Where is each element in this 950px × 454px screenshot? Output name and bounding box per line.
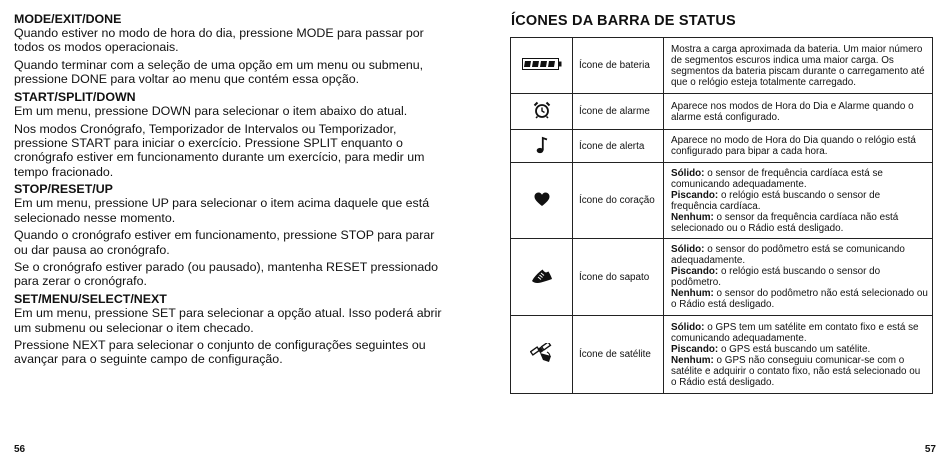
table-row (511, 316, 933, 394)
page-number-left: 56 (14, 444, 26, 454)
table-row (511, 94, 933, 130)
page-number-right: 57 (924, 444, 936, 454)
paragraph: Quando estiver no modo de hora do dia, pressione MODE para passar por todos os modos operacionais. (14, 26, 424, 55)
icon-description: Mostra a carga aproximada da bateria. Um maior número de segmentos escuros indica uma maior carga. Os segmentos da bateria piscam durante o carregamento até que o relógio esteja totalmente carregado. (664, 38, 933, 94)
paragraph: Em um menu, pressione SET para selecionar a opção atual. Isso poderá abrir um submenu ou selecionar o item checado. (14, 306, 442, 335)
icon-name: Ícone do coração (573, 163, 664, 239)
icon-cell (511, 163, 573, 239)
icon-name: Ícone de bateria (573, 38, 664, 94)
solid-text: o sensor do podômetro está se comunicando adequadamente. (671, 244, 905, 266)
paragraph: Em um menu, pressione DOWN para selecionar o item abaixo do atual. (14, 104, 408, 119)
shoe-icon (531, 268, 553, 287)
page-title: ÍCONES DA BARRA DE STATUS (511, 13, 736, 29)
section-mode-exit-done (14, 12, 444, 87)
icon-description (664, 239, 933, 316)
table-row (511, 130, 933, 163)
none-text: o GPS não conseguiu comunicar-se com o satélite e adquirir o contato fixo, não está selecionado ou o Rádio está desligado. (671, 354, 921, 388)
section-heading: START/SPLIT/DOWN (14, 90, 136, 105)
icon-name: Ícone de alarme (573, 94, 664, 130)
blink-text: o relógio está buscando o sensor do podômetro. (671, 266, 881, 288)
alarm-icon (533, 101, 551, 122)
section-start-split-down (14, 90, 444, 179)
icon-description: Aparece nos modos de Hora do Dia e Alarme quando o alarme está configurado. (664, 94, 933, 130)
icon-cell (511, 94, 573, 130)
solid-label: Sólido: (671, 244, 705, 255)
none-label: Nenhum: (671, 211, 714, 223)
section-heading: SET/MENU/SELECT/NEXT (14, 292, 167, 307)
icon-name: Ícone do sapato (573, 239, 664, 316)
blink-label: Piscando: (671, 189, 719, 201)
none-text: o sensor do podômetro não está selecionado ou o Rádio está desligado. (671, 288, 928, 310)
icon-name: Ícone de alerta (573, 130, 664, 163)
blink-text: o GPS está buscando um satélite. (718, 343, 871, 355)
battery-icon (522, 58, 562, 73)
heart-icon (534, 192, 550, 210)
paragraph: Nos modos Cronógrafo, Temporizador de Intervalos ou Temporizador, pressione START para iniciar o exercício. Pressione SPLIT enquanto o cronógrafo estiver em funcionamento durante um exercício, para medir um tempo fracionado. (14, 121, 425, 179)
status-icons-table (510, 37, 933, 394)
table-row (511, 163, 933, 239)
satellite-icon (530, 343, 554, 366)
paragraph: Quando o cronógrafo estiver em funcionamento, pressione STOP para parar ou dar pausa ao cronógrafo. (14, 228, 435, 257)
icon-cell (511, 239, 573, 316)
left-page-content (14, 12, 444, 370)
section-heading: MODE/EXIT/DONE (14, 12, 122, 26)
blink-label: Piscando: (671, 266, 719, 277)
solid-label: Sólido: (671, 167, 705, 179)
none-label: Nenhum: (671, 288, 714, 299)
icon-name: Ícone de satélite (573, 316, 664, 394)
icon-description: Aparece no modo de Hora do Dia quando o relógio está configurado para bipar a cada hora. (664, 130, 933, 163)
paragraph: Pressione NEXT para selecionar o conjunto de configurações seguintes ou avançar para o seguinte campo de configuração. (14, 338, 426, 367)
table-row (511, 38, 933, 94)
table-row (511, 239, 933, 316)
paragraph: Em um menu, pressione UP para selecionar o item acima daquele que está selecionado nesse momento. (14, 196, 430, 225)
icon-cell (511, 38, 573, 94)
section-heading: STOP/RESET/UP (14, 182, 113, 197)
none-text: o sensor da frequência cardíaca não está selecionado ou o Rádio está desligado. (671, 211, 899, 234)
alert-note-icon (536, 136, 548, 157)
section-stop-reset-up (14, 182, 444, 288)
section-set-menu-select-next (14, 292, 444, 367)
solid-label: Sólido: (671, 321, 705, 333)
icon-description (664, 316, 933, 394)
paragraph: Se o cronógrafo estiver parado (ou pausado), mantenha RESET pressionado para zerar o cronógrafo. (14, 260, 439, 289)
blink-label: Piscando: (671, 343, 719, 355)
none-label: Nenhum: (671, 354, 714, 366)
paragraph: Quando terminar com a seleção de uma opção em um menu ou submenu, pressione DONE para voltar ao menu que contém essa opção. (14, 58, 424, 87)
blink-text: o relógio está buscando o sensor de frequência cardíaca. (671, 189, 881, 212)
solid-text: o sensor de frequência cardíaca está se comunicando adequadamente. (671, 167, 883, 190)
icon-description (664, 163, 933, 239)
icon-cell (511, 316, 573, 394)
icon-cell (511, 130, 573, 163)
solid-text: o GPS tem um satélite em contato fixo e está se comunicando adequadamente. (671, 321, 919, 344)
